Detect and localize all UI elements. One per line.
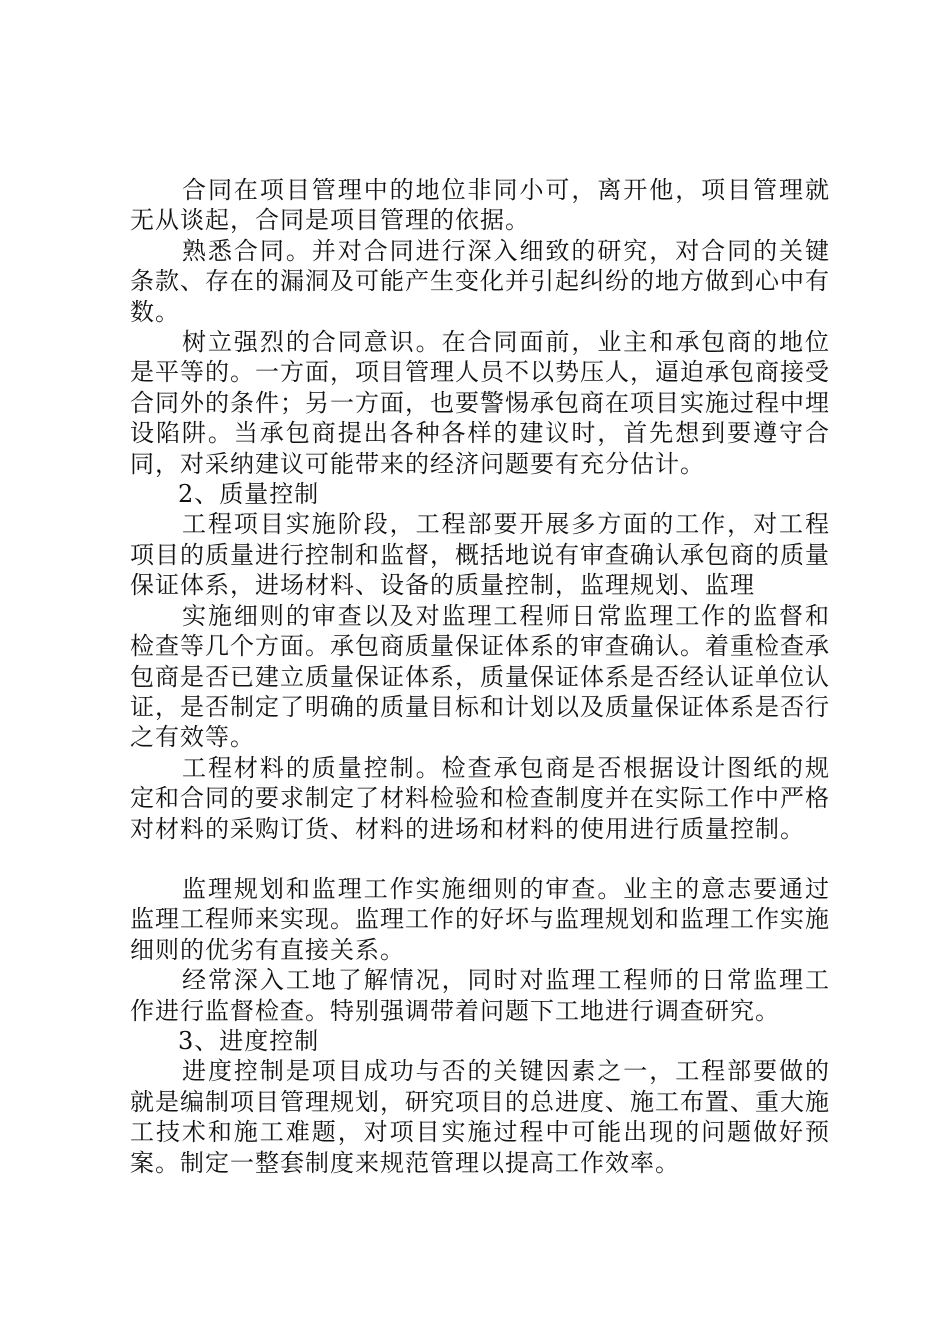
paragraph-contract-awareness: 树立强烈的合同意识。在合同面前，业主和承包商的地位是平等的。一方面，项目管理人员不以势压人，逼迫承包商接受合同外的条件；另一方面，也要警惕承包商在项目实施过程中埋设陷阱。当承包商提出各种各样的建议时，首先想到要遵守合同，对采纳建议可能带来的经济问题要有充分估计。 [130, 328, 830, 478]
paragraph-contract-position: 合同在项目管理中的地位非同小可，离开他，项目管理就无从谈起，合同是项目管理的依据。 [130, 176, 830, 235]
paragraph-familiarize-contract: 熟悉合同。并对合同进行深入细致的研究，对合同的关键条款、存在的漏洞及可能产生变化并引起纠纷的地方做到心中有数。 [130, 236, 830, 326]
paragraph-gap [130, 844, 830, 874]
section-heading-schedule-control: 3、进度控制 [178, 1026, 320, 1055]
paragraph-site-inspection: 经常深入工地了解情况，同时对监理工程师的日常监理工作进行监督检查。特别强调带着问题下工地进行调查研究。 [130, 966, 830, 1025]
paragraph-quality-system-review: 实施细则的审查以及对监理工程师日常监理工作的监督和检查等几个方面。承包商质量保证体系的审查确认。着重检查承包商是否已建立质量保证体系，质量保证体系是否经认证单位认证，是否制定了明确的质量目标和计划以及质量保证体系是否行之有效等。 [130, 601, 830, 752]
paragraph-supervision-plan-review: 监理规划和监理工作实施细则的审查。业主的意志要通过监理工程师来实现。监理工作的好坏与监理规划和监理工作实施细则的优劣有直接关系。 [130, 874, 830, 964]
document-body [130, 175, 830, 1178]
paragraph-quality-overview: 工程项目实施阶段，工程部要开展多方面的工作，对工程项目的质量进行控制和监督，概括地说有审查确认承包商的质量保证体系，进场材料、设备的质量控制，监理规划、监理 [130, 510, 830, 600]
section-heading-quality-control: 2、质量控制 [178, 480, 320, 509]
paragraph-schedule-control: 进度控制是项目成功与否的关键因素之一，工程部要做的就是编制项目管理规划，研究项目的总进度、施工布置、重大施工技术和施工难题，对项目实施过程中可能出现的问题做好预案。制定一整套制度来规范管理以提高工作效率。 [130, 1057, 830, 1177]
paragraph-material-quality: 工程材料的质量控制。检查承包商是否根据设计图纸的规定和合同的要求制定了材料检验和检查制度并在实际工作中严格对材料的采购订货、材料的进场和材料的使用进行质量控制。 [130, 753, 830, 843]
